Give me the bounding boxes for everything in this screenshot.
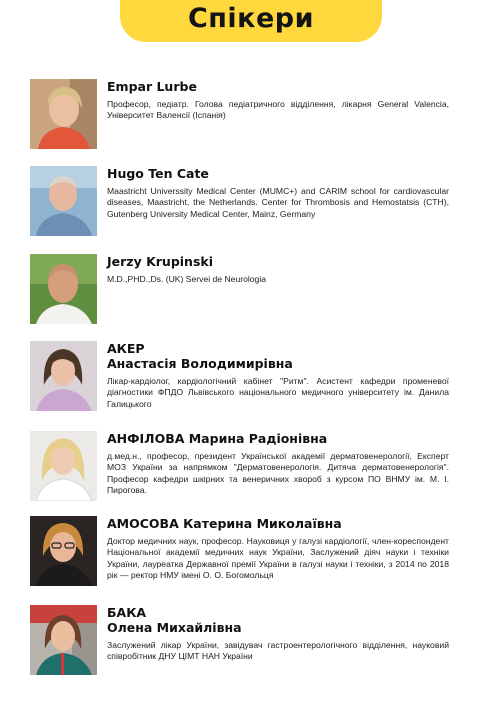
speaker-surname: БАКА [107, 605, 147, 620]
speaker-description: M.D.,PHD.,Ds. (UK) Servei de Neurologia [107, 274, 267, 284]
speaker-photo [30, 166, 97, 236]
speaker-name: Jerzy Krupinski [107, 254, 213, 269]
speaker-name: Empar Lurbe [107, 79, 197, 94]
speaker-description: Заслужений лікар України, завідувач гастроентерологічного відділення, науковий співробітник ДНУ ЦІМТ НАН України [107, 640, 449, 662]
speaker-name: Hugo Ten Cate [107, 166, 209, 181]
speaker-given-name: Анастасія Володимирівна [107, 356, 293, 371]
page-title: Спікери [187, 2, 315, 34]
speaker-photo [30, 605, 97, 675]
speaker-given-name: Олена Михайлівна [107, 620, 242, 635]
speaker-photo [30, 341, 97, 411]
speaker-photo [30, 254, 97, 324]
speaker-description: д.мед.н., професор, президент Української академії дерматовенерології, Експерт МОЗ України за напрямком "Дерматовенерологія. Дитяча дерматовенерологія". Професор кафедри шкірних та венеричних хвороб з курсом ПО ВНМУ ім. М. І. Пирогова. [107, 451, 449, 496]
title-banner [120, 0, 382, 42]
speaker-photo [30, 79, 97, 149]
speaker-photo [30, 431, 97, 501]
speaker-name: АНФІЛОВА Марина Радіонівна [107, 431, 328, 446]
speaker-surname: АКЕР [107, 341, 145, 356]
speaker-name: АМОСОВА Катерина Миколаївна [107, 516, 342, 531]
speaker-description: Доктор медичних наук, професор. Науковиця у галузі кардіології, член-кореспондент Національної академії медичних наук України, Заслужений діяч науки і техніки України, лауреатка Державної премії України в галузі науки і техніки, з 2014 по 2018 рік — ректор НМУ імені О. О. Богомольця [107, 536, 449, 581]
speaker-description: Maastricht Universsity Medical Center (MUMC+) and CARIM school for cardiovascular diseases, Maastricht, the Netherlands. Center for Thrombosis and Hemostatsis (CTH), Gutenberg University Medical Center, Mainz, Germany [107, 186, 449, 219]
speaker-description: Лікар-кардіолог, кардіологічний кабінет "Ритм". Асистент кафедри променевої діагностики ФПДО Львівського національного медичного університету ім. Данила Галицького [107, 376, 449, 409]
speaker-description: Професор, педіатр. Голова педіатричного відділення, лікарня General Valencia, Університет Валенсії (Іспанія) [107, 99, 449, 121]
speaker-photo [30, 516, 97, 586]
